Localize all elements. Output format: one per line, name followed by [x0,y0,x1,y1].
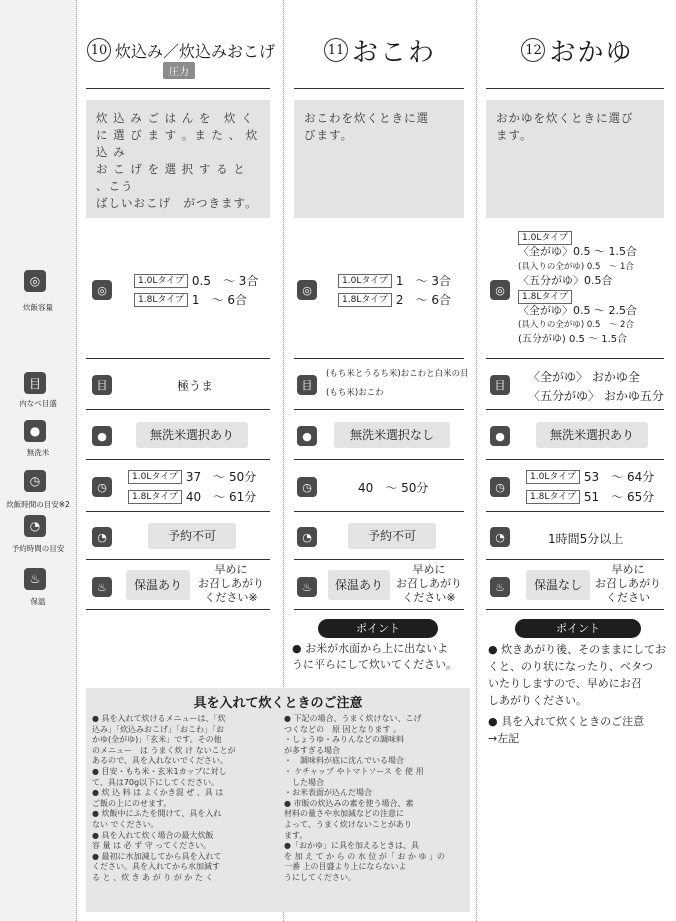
rice-bowl-icon: ◎ [24,270,46,292]
rice-bowl-icon: ◎ [490,280,510,300]
keep-warm-icon: ♨ [297,577,317,597]
rinse-free-icon: ● [92,426,112,446]
pot-scale-icon: 目 [24,372,46,394]
clock-icon: ◷ [490,477,510,497]
clock-icon: ◷ [92,477,112,497]
left-label-pot: 内なべ目盛 [19,399,57,408]
left-label-cooktime: 炊飯時間の目安※2 [6,500,70,509]
col11-cap-2: 1.8Lタイプ 2 ～ 6合 [338,291,451,308]
caution-left: ● 具を入れて炊けるメニューは、「炊 込み」「炊込みおこげ」「おこわ」「お かゆ(全がゆ)」「玄米」です。その他 のメニュー は うまく炊 け ないことが あるので、具を入れないでください。 ● 目安・もち米・玄米1カップに対し て、具は70g以下にしてください。 ● 炊 込 料 は よくかき混 ぜ 、具 は ご飯の上にのせます。 ● 炊飯中にふたを開けて、具を入れ ない でください。 ● 具を入れて炊く場合の最大炊飯 容 量 は 必 ず 守 ってください。 ● 最初に水加減してから具を入れて ください。具を入れてから水加減す る と 、炊 き あ が り が か た く [92,714,236,882]
timer-icon: ◔ [92,527,112,547]
rice-bowl-icon: ◎ [92,280,112,300]
rule [486,511,664,512]
rice-bowl-icon: ◎ [297,280,317,300]
rule [86,559,270,560]
rule [294,409,464,410]
rule [86,609,270,610]
keep-warm-icon: ♨ [24,568,46,590]
rule [86,88,270,89]
rule [86,511,270,512]
col11-point-label: ポイント [318,619,438,638]
rule [86,358,270,359]
col12-capacity: 1.0Lタイプ 〈全がゆ〉0.5 ～ 1.5合 (具入りの全がゆ) 0.5 ～ 1合 〈五分がゆ〉0.5合 1.8Lタイプ 〈全がゆ〉0.5 ～ 2.5合 (具入りの全がゆ) 0.5 ～ 2合 (五分がゆ) 0.5 ～ 1.5合 [518,233,637,345]
rule [486,459,664,460]
col11-timer: 予約不可 [348,523,436,549]
col11-keep: 保温あり [328,570,390,600]
left-label-capacity: 炊飯容量 [23,303,53,312]
col12-description: おかゆを炊くときに選び ます。 [486,100,664,218]
col11-number: 11 [324,38,348,62]
col11-description: おこわを炊くときに選 びます。 [294,100,464,218]
clock-icon: ◷ [24,470,46,492]
left-label-timer: 予約時間の目安 [11,544,65,553]
col10-early: 早めに お召しあがり ください※ [198,563,264,604]
col11-early: 早めに お召しあがり ください※ [396,563,462,604]
col10-keep: 保温あり [126,570,190,600]
col12-pot-2: 〈五分がゆ〉 おかゆ五分 [528,389,664,403]
col10-time-2: 1.8Lタイプ 40 ～ 61分 [128,488,256,505]
left-label-keepwarm: 保温 [30,597,46,606]
rule [486,358,664,359]
col10-rinse: 無洗米選択あり [136,422,248,448]
col11-note: ● お米が水面から上に出ないよ うに平らにして炊いてください。 [292,642,457,671]
col12-pot-1: 〈全がゆ〉 おかゆ全 [528,370,640,384]
col10-cap-2: 1.8Lタイプ 1 ～ 6合 [134,291,247,308]
timer-icon: ◔ [24,515,46,537]
col10-time-1: 1.0Lタイプ 37 ～ 50分 [128,468,256,485]
keep-warm-icon: ♨ [490,577,510,597]
col12-time-1: 1.0Lタイプ 53 ～ 64分 [526,468,654,485]
col12-rinse: 無洗米選択あり [536,422,648,448]
rule [86,459,270,460]
rule [486,88,664,89]
col10-title: 炊込み／炊込みおこげ [114,41,275,61]
rinse-free-icon: ● [24,420,46,442]
col12-time-2: 1.8Lタイプ 51 ～ 65分 [526,488,654,505]
rinse-free-icon: ● [490,426,510,446]
left-label-column [0,0,76,921]
col10-cap-1: 1.0Lタイプ 0.5 ～ 3合 [134,272,258,289]
col12-title: おかゆ [549,37,634,68]
rule [294,358,464,359]
timer-icon: ◔ [297,527,317,547]
rule [294,511,464,512]
rule [486,409,664,410]
col12-early: 早めに お召しあがり ください [595,563,661,604]
caution-right: ● 下記の場合、うまく炊けない、こげ つくなどの 原 因となります 。 ・しょうゆ・みりんなどの調味料 が多すぎる場合 ・ 調味料が底に沈んでいる場合 ・ ケチャップ やトマトソース を 使 用 した場合 ・お米表面が込んだ場合 ● 市販の炊込みの素を使う場合、素 材料の量さや水加減などの注意に よって、うまく炊けないことがあり ます。 ●「おかゆ」に具を加えるときは、具 を 加 え て か ら の 水 位 が「 お か ゆ 」の 一番 上の目盛より上にならないよ うにしてください。 [284,714,446,882]
col11-rinse: 無洗米選択なし [334,422,450,448]
col12-number: 12 [521,38,545,62]
col10-description: 炊 込 み ご は ん を 炊 く に 選 び ま す 。ま た 、 炊 込 み お こ げ を 選 択 す る と 、こう ばしいおこげ がつきます。 [86,100,270,218]
col11-time: 40 ～ 50分 [358,481,429,495]
timer-icon: ◔ [490,527,510,547]
rinse-free-icon: ● [297,426,317,446]
left-label-rinse: 無洗米 [26,448,50,457]
col12-note: ● 炊きあがり後、そのままにしてお くと、のり状になったり、ベタつ いたりしますので、早めにお召 しあがりください。 ● 具を入れて炊くときのご注意 →左記 [488,643,667,745]
clock-icon: ◷ [297,477,317,497]
pot-scale-icon: 目 [297,375,317,395]
col11-pot-2: (もち米)おこわ [326,388,384,398]
col10-number: 10 [87,38,111,62]
rule [294,609,464,610]
col11-cap-1: 1.0Lタイプ 1 ～ 3合 [338,272,451,289]
rule [486,609,664,610]
divider [476,0,477,921]
col11-pot-1: (もち米とうるち米)おこわと白米の目 [326,369,469,379]
pot-scale-icon: 目 [490,375,510,395]
rule [294,88,464,89]
pressure-badge: 圧力 [163,62,195,79]
col12-point-label: ポイント [515,619,641,638]
col12-keep: 保温なし [526,570,590,600]
col10-timer: 予約不可 [148,523,236,549]
rule [294,459,464,460]
rule [486,559,664,560]
rule [86,409,270,410]
keep-warm-icon: ♨ [92,577,112,597]
col12-timer: 1時間5分以上 [548,532,624,546]
divider [76,0,77,921]
pot-scale-icon: 目 [92,375,112,395]
col10-pot: 極うま [177,379,214,393]
col11-title: おこわ [351,37,436,68]
col12-header [485,20,670,80]
rule [294,559,464,560]
caution-title: 具を入れて炊くときのご注意 [193,696,363,711]
col11-header [290,20,470,80]
